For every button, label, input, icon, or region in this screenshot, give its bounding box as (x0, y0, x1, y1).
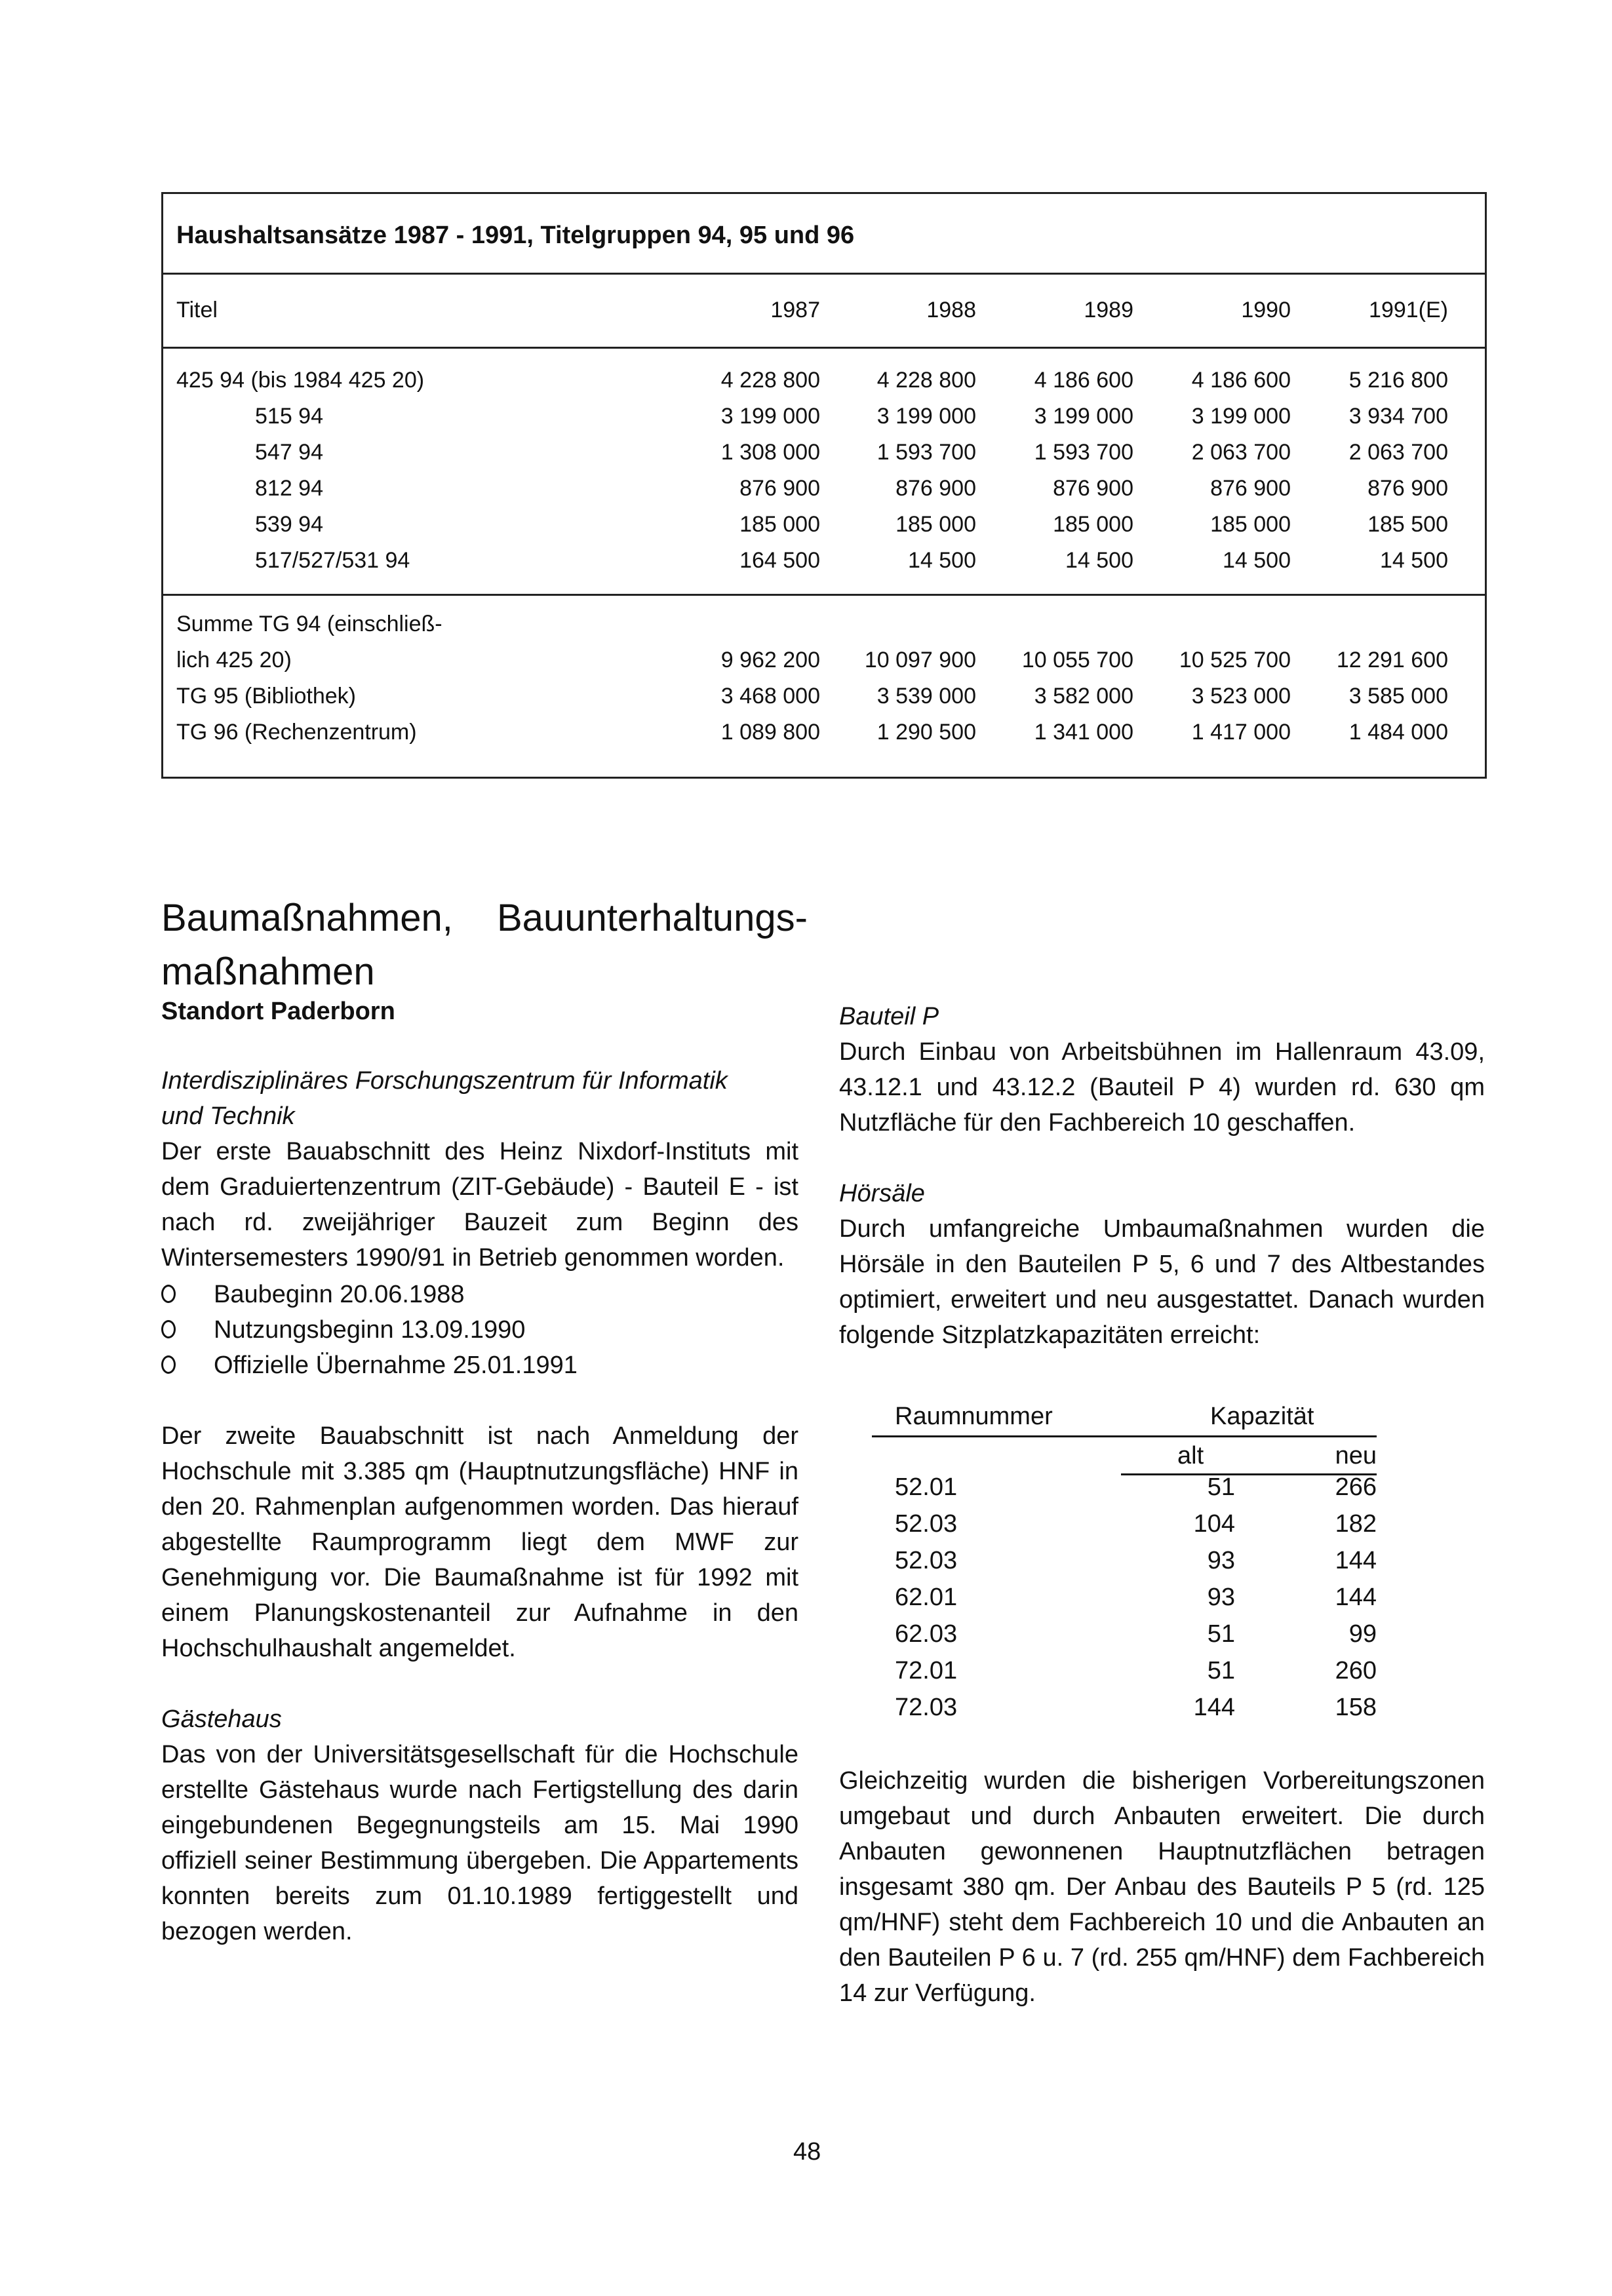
cell: 12 291 600 (1336, 648, 1448, 672)
cell: 185 000 (1210, 512, 1291, 537)
cell: 4 228 800 (720, 368, 820, 393)
location-heading: Standort Paderborn (161, 998, 395, 1025)
column-header: Raumnummer (895, 1403, 1053, 1430)
cell: 14 500 (1223, 548, 1291, 573)
cell: 3 468 000 (720, 684, 820, 709)
list-item (161, 1277, 798, 1312)
table-row (163, 404, 1485, 440)
cell: 876 900 (895, 476, 976, 501)
cell: 260 (1335, 1657, 1377, 1684)
paragraph: Durch umfangreiche Umbaumaßnahmen wurden die Hörsäle in den Bauteilen P 5, 6 und 7 des Altbestandes optimiert, erweitert und neu ausgestattet. Danach wurden folgende Sitzplatzkapazitäten erreicht: (839, 1215, 1485, 1349)
column-header: neu (1335, 1442, 1377, 1469)
cell: 182 (1335, 1510, 1377, 1538)
circle-bullet-icon (161, 1320, 176, 1338)
header-year: 1990 (1241, 298, 1291, 322)
header-year: 1989 (1084, 298, 1133, 322)
milestone-list (161, 1277, 798, 1383)
list-item (161, 1312, 798, 1348)
heading-word: Bauunterhaltungs- (497, 897, 808, 939)
list-item-text: Offizielle Übernahme 25.01.1991 (214, 1352, 578, 1379)
table-row (163, 720, 1485, 756)
cell: 51 (1207, 1657, 1235, 1684)
table-row (163, 512, 1485, 549)
cell: 3 523 000 (1191, 684, 1291, 709)
cell: 164 500 (739, 548, 820, 573)
header-year: 1988 (926, 298, 976, 322)
cell: 14 500 (1380, 548, 1448, 573)
row-label: 517/527/531 94 (255, 548, 410, 573)
row-label: 539 94 (255, 512, 323, 537)
divider (163, 273, 1485, 275)
subsection-title-line: und Technik (161, 1102, 295, 1130)
cell: 2 063 700 (1191, 440, 1291, 465)
table-row (163, 440, 1485, 477)
left-column (161, 1063, 798, 1949)
cell: 1 593 700 (1034, 440, 1133, 465)
paragraph: Das von der Universitätsgesellschaft für die Hochschule erstellte Gästehaus wurde nach Fertigstellung des darin eingebundenen Begegnungsteils am 15. Mai 1990 offiziell seiner Bestimmung übergeben. Die Appartements konnten bereits zum 01.10.1989 fertiggestellt und bezogen werden. (161, 1741, 798, 1945)
subsection-title (161, 1063, 798, 1134)
cell: 3 582 000 (1034, 684, 1133, 709)
cell: 3 539 000 (876, 684, 976, 709)
table-row (872, 1694, 1377, 1730)
cell: 52.03 (895, 1510, 958, 1538)
cell: 51 (1207, 1473, 1235, 1501)
cell: 1 290 500 (876, 720, 976, 745)
cell: 876 900 (1367, 476, 1448, 501)
cell: 1 308 000 (720, 440, 820, 465)
row-label: 425 94 (bis 1984 425 20) (176, 368, 425, 393)
cell: 3 199 000 (720, 404, 820, 429)
cell: 1 089 800 (720, 720, 820, 745)
cell: 144 (1193, 1694, 1235, 1721)
table-row (872, 1473, 1377, 1510)
cell: 185 000 (895, 512, 976, 537)
circle-bullet-icon (161, 1355, 176, 1374)
circle-bullet-icon (161, 1285, 176, 1303)
right-column (839, 999, 1485, 1353)
list-item-text: Baubeginn 20.06.1988 (214, 1281, 465, 1308)
divider (872, 1435, 1377, 1437)
cell: 51 (1207, 1620, 1235, 1648)
subsection-title: Gästehaus (161, 1705, 282, 1733)
paragraph: Der erste Bauabschnitt des Heinz Nixdorf-Instituts mit dem Graduiertenzentrum (ZIT-Gebäude) - Bauteil E - ist nach rd. zweijähriger Bauzeit zum Beginn des Wintersemesters 1990/91 in Betrieb genommen worden. (161, 1138, 798, 1272)
cell: 14 500 (1065, 548, 1133, 573)
divider (163, 347, 1485, 349)
cell: 9 962 200 (720, 648, 820, 672)
row-label: TG 95 (Bibliothek) (176, 684, 356, 709)
divider (163, 594, 1485, 596)
cell: 62.01 (895, 1584, 958, 1611)
cell: 10 097 900 (864, 648, 976, 672)
row-label: 812 94 (255, 476, 323, 501)
table-row (872, 1510, 1377, 1547)
row-label: lich 425 20) (176, 648, 292, 672)
cell: 4 228 800 (876, 368, 976, 393)
cell: 185 500 (1367, 512, 1448, 537)
cell: 52.01 (895, 1473, 958, 1501)
cell: 62.03 (895, 1620, 958, 1648)
cell: 266 (1335, 1473, 1377, 1501)
cell: 158 (1335, 1694, 1377, 1721)
table-row (163, 684, 1485, 720)
cell: 72.01 (895, 1657, 958, 1684)
section-heading (161, 891, 836, 999)
header-year: 1991(E) (1369, 298, 1448, 322)
row-label: 515 94 (255, 404, 323, 429)
heading-word: Baumaßnahmen, (161, 897, 453, 939)
cell: 876 900 (739, 476, 820, 501)
cell: 4 186 600 (1191, 368, 1291, 393)
heading-line: maßnahmen (161, 950, 375, 993)
column-header: alt (1177, 1442, 1204, 1469)
cell: 14 500 (908, 548, 976, 573)
budget-header-row (163, 298, 1485, 334)
cell: 3 585 000 (1348, 684, 1448, 709)
paragraph: Gleichzeitig wurden die bisherigen Vorbereitungszonen umgebaut und durch Anbauten erweitert. Die durch Anbauten gewonnenen Hauptnutzflächen betragen insgesamt 380 qm. Der Anbau des Bauteils P 5 (rd. 125 qm/HNF) steht dem Fachbereich 10 und die Anbauten an den Bauteilen P 6 u. 7 (rd. 255 qm/HNF) dem Fachbereich 14 zur Verfügung. (839, 1767, 1485, 2007)
table-row (163, 476, 1485, 513)
cell: 876 900 (1210, 476, 1291, 501)
row-label: 547 94 (255, 440, 323, 465)
list-item (161, 1348, 798, 1383)
table-row (163, 368, 1485, 404)
header-year: 1987 (770, 298, 820, 322)
cell: 5 216 800 (1348, 368, 1448, 393)
row-label: Summe TG 94 (einschließ- (176, 612, 442, 636)
cell: 93 (1207, 1584, 1235, 1611)
summary-label-row (163, 612, 1485, 648)
cell: 10 525 700 (1179, 648, 1291, 672)
cell: 144 (1335, 1584, 1377, 1611)
cell: 1 593 700 (876, 440, 976, 465)
cell: 185 000 (739, 512, 820, 537)
cell: 1 341 000 (1034, 720, 1133, 745)
header-label: Titel (176, 298, 218, 322)
list-item-text: Nutzungsbeginn 13.09.1990 (214, 1316, 526, 1344)
budget-table (161, 192, 1487, 779)
cell: 4 186 600 (1034, 368, 1133, 393)
subsection-title: Hörsäle (839, 1180, 925, 1207)
cell: 876 900 (1053, 476, 1133, 501)
table-row (872, 1657, 1377, 1694)
cell: 2 063 700 (1348, 440, 1448, 465)
cell: 144 (1335, 1547, 1377, 1574)
cell: 3 199 000 (1191, 404, 1291, 429)
cell: 1 484 000 (1348, 720, 1448, 745)
cell: 72.03 (895, 1694, 958, 1721)
cell: 99 (1348, 1620, 1377, 1648)
subsection-title-line: Interdisziplinäres Forschungszentrum für Informatik (161, 1067, 728, 1095)
table-row (872, 1547, 1377, 1584)
page-number: 48 (793, 2138, 821, 2166)
cell: 3 934 700 (1348, 404, 1448, 429)
cell: 3 199 000 (1034, 404, 1133, 429)
table-row (163, 648, 1485, 684)
table-row (872, 1584, 1377, 1620)
paragraph: Durch Einbau von Arbeitsbühnen im Hallenraum 43.09, 43.12.1 und 43.12.2 (Bauteil P 4) wurden rd. 630 qm Nutzfläche für den Fachbereich 10 geschaffen. (839, 1038, 1485, 1137)
cell: 93 (1207, 1547, 1235, 1574)
right-column-bottom (839, 1763, 1485, 2011)
column-header: Kapazität (1210, 1403, 1314, 1430)
cell: 52.03 (895, 1547, 958, 1574)
cell: 10 055 700 (1021, 648, 1133, 672)
table-row (872, 1620, 1377, 1657)
row-label: TG 96 (Rechenzentrum) (176, 720, 417, 745)
paragraph: Der zweite Bauabschnitt ist nach Anmeldung der Hochschule mit 3.385 qm (Hauptnutzungsfläche) HNF in den 20. Rahmenplan aufgenommen worden. Das hierauf abgestellte Raumprogramm liegt dem MWF zur Genehmigung vor. Die Baumaßnahme ist für 1992 mit einem Planungskostenanteil zur Aufnahme in den Hochschulhaushalt angemeldet. (161, 1422, 798, 1662)
table-row (163, 548, 1485, 585)
cell: 3 199 000 (876, 404, 976, 429)
budget-table-title: Haushaltsansätze 1987 - 1991, Titelgruppen 94, 95 und 96 (176, 222, 855, 249)
cell: 1 417 000 (1191, 720, 1291, 745)
cell: 185 000 (1053, 512, 1133, 537)
cell: 104 (1193, 1510, 1235, 1538)
subsection-title: Bauteil P (839, 1003, 939, 1030)
